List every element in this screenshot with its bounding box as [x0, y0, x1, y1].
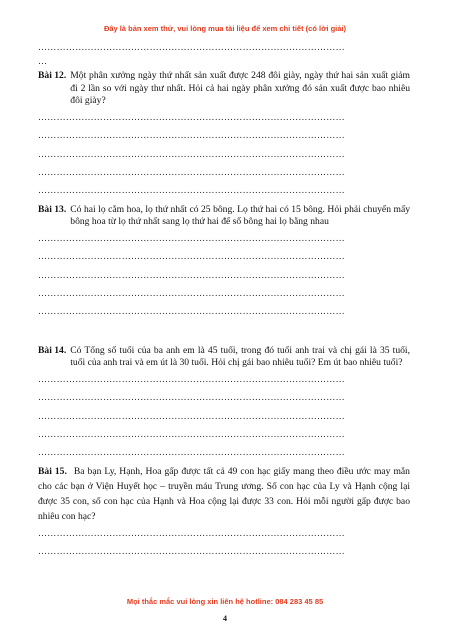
answer-line: ……………………………………………………………………………………… — [38, 251, 345, 262]
answer-line: ……………………………………………………………………………………… — [38, 269, 345, 280]
answer-line: ……………………………………………………………………………………… — [38, 148, 345, 159]
problem-13 — [38, 204, 410, 229]
problem-text: Một phân xưởng ngày thứ nhất sản xuất được 248 đôi giày, ngày thứ hai sản xuất giảm đi 2 lần so với ngày thư nhất. Hỏi cả hai ngày phân xưởng đó sản xuất được bao nhiêu đôi giày? — [70, 70, 410, 107]
answer-line: ……………………………………………………………………………………… — [38, 392, 345, 403]
hotline-banner: Mọi thắc mắc vui lòng xin liên hệ hotline: 084 283 45 85 — [126, 597, 324, 606]
worksheet-content — [38, 38, 410, 561]
problem-text: Ba bạn Ly, Hạnh, Hoa gấp được tất cả 49 con hạc giấy mang theo điều ước may mắn cho các bạn ở Viện Huyết học – truyền máu Trung ương. Số con hạc của Ly và Hạnh cộng lại được 35 con, số con hạc của Hạnh và Hoa cộng lại được 33 con. Hỏi mỗi người gấp được bao nhiêu con hạc? — [38, 465, 410, 522]
answer-line: ……………………………………………………………………………………… — [38, 306, 345, 317]
preview-banner: Đây là bản xem thử, vui lòng mua tài liệu để xem chi tiết (có lời giải) — [103, 24, 347, 33]
problem-text: Có Tổng số tuổi của ba anh em là 45 tuổi, trong đó tuổi anh trai và chị gái là 35 tuổi, tuổi của anh trai và em út là 30 tuổi. Hỏi chị gái bao nhiêu tuổi? Em út bao nhiêu tuổi? — [70, 344, 410, 369]
answer-line: ……………………………………………………………………………………… — [38, 527, 345, 538]
answer-line: ……………………………………………………………………………………… — [38, 232, 345, 243]
problem-text: Có hai lọ cắm hoa, lọ thứ nhất có 25 bông. Lọ thứ hai có 15 bông. Hỏi phải chuyển mấy bông hoa từ lọ thứ nhất sang lọ thứ hai để số bông hai lọ bằng nhau — [70, 203, 410, 228]
answer-line: ……………………………………………………………………………………… — [38, 111, 345, 122]
problem-label: Bài 12. — [38, 70, 67, 82]
problem-15 — [38, 464, 410, 524]
answer-line: ……………………………………………………………………………………… — [38, 410, 345, 421]
answer-line: ……………………………………………………………………………………… — [38, 447, 345, 458]
answer-line: ……………………………………………………………………………………… — [38, 185, 345, 196]
page-number: 4 — [223, 614, 227, 623]
answer-line: ……………………………………………………………………………………… — [38, 428, 345, 439]
answer-line-end: … — [38, 56, 48, 67]
problem-14 — [38, 345, 410, 370]
problem-label: Bài 14. — [38, 344, 67, 356]
problem-12 — [38, 70, 410, 108]
problem-label: Bài 13. — [38, 203, 67, 215]
answer-line: ……………………………………………………………………………………… — [38, 288, 345, 299]
answer-line: ……………………………………………………………………………………… — [38, 546, 345, 557]
answer-line: ……………………………………………………………………………………… — [38, 42, 345, 52]
answer-line: ……………………………………………………………………………………… — [38, 130, 345, 141]
problem-label: Bài 15. — [38, 465, 67, 477]
answer-line: ……………………………………………………………………………………… — [38, 167, 345, 178]
answer-line: ……………………………………………………………………………………… — [38, 373, 345, 384]
